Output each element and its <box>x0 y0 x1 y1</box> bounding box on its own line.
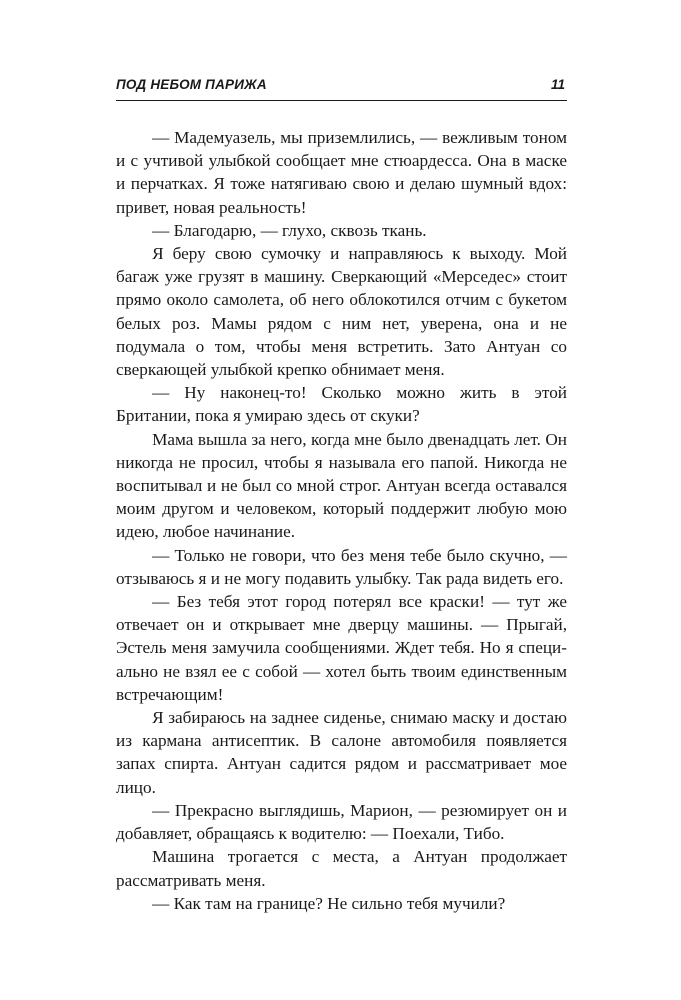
paragraph: — Ну наконец-то! Сколько можно жить в этой Британии, пока я умираю здесь от скуки? <box>116 383 567 426</box>
paragraph: — Как там на границе? Не сильно тебя мучили? <box>152 893 506 913</box>
paragraph: Я забираюсь на заднее сиденье, снимаю маску и достаю из кармана антисептик. В салоне автомобиля появляется запах спирта. Антуан садится рядом и рассматривает мое лицо. <box>116 708 567 797</box>
paragraph: Я беру свою сумочку и направляюсь к выходу. Мой багаж уже грузят в машину. Сверкающий «Мерседес» стоит прямо около самолета, об него облокотился отчим с букетом белых роз. Мамы рядом с ним нет, уверена, она и не подумала о том, чтобы меня встретить. Зато Антуан со сверкающей улыбкой крепко обнимает меня. <box>116 244 567 380</box>
paragraph: — Прекрасно выглядишь, Марион, — резюмирует он и добавляет, обращаясь к водителю: — Поехали, Тибо. <box>116 800 567 844</box>
body-text <box>116 126 567 915</box>
paragraph: — Благодарю, — глухо, сквозь ткань. <box>152 220 427 240</box>
running-title: ПОД НЕБОМ ПАРИЖА <box>116 77 267 92</box>
paragraph: — Мадемуазель, мы приземлились, — вежливым тоном и с учтивой улыбкой сообщает мне стюардесса. Она в маске и перчатках. Я тоже натягиваю свою и делаю шумный вдох: привет, новая реальность! <box>116 128 567 217</box>
paragraph: Машина трогается с места, а Антуан продолжает рассматривать меня. <box>116 847 567 890</box>
paragraph: — Только не говори, что без меня тебе было скучно, — отзываюсь я и не могу подавить улыбку. Так рада видеть его. <box>116 545 567 588</box>
paragraph: — Без тебя этот город потерял все краски! — тут же отвечает он и открывает мне дверцу машины. — Прыгай, Эстель меня замучила сообщениями. Ждет тебя. Но я специально не взял ее с собой — хотел быть твоим единственным встречающим! <box>116 592 567 704</box>
page-number: 11 <box>550 77 565 92</box>
paragraph: Мама вышла за него, когда мне было двенадцать лет. Он никогда не просил, чтобы я называла его папой. Никогда не воспитывал и не был со мной строг. Антуан всегда оставался моим другом и человеком, который поддержит любую мою идею, любое начинание. <box>116 429 567 542</box>
running-header <box>116 74 567 101</box>
